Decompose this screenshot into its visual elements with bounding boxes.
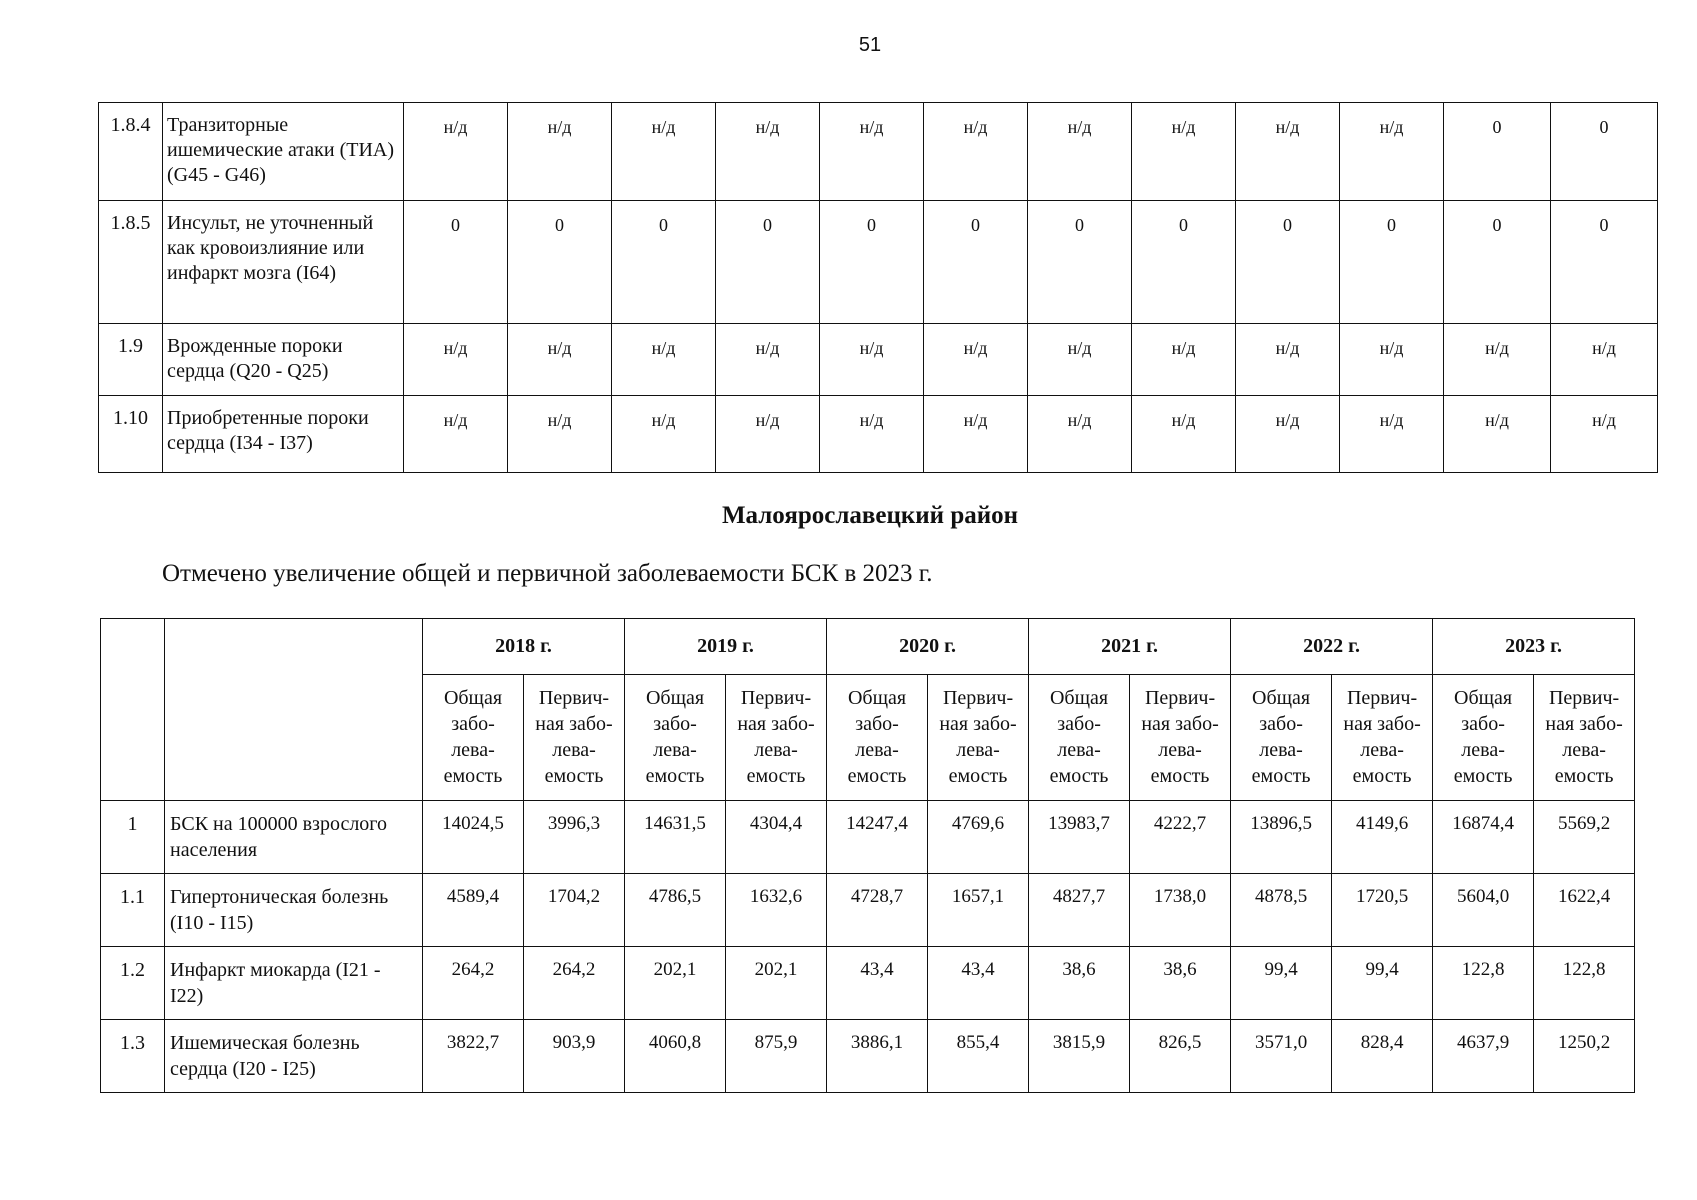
subheader-line: забо- (653, 713, 697, 735)
table-cell: 3886,1 (827, 1020, 928, 1093)
row-number: 1.9 (99, 324, 163, 396)
subheader-line: Общая (443, 687, 503, 709)
table-cell: 4728,7 (827, 874, 928, 947)
subheader-line: емость (1554, 765, 1614, 787)
subheader-line: ная забо- (1343, 713, 1421, 735)
row-name: Транзиторные ишемические атаки (ТИА) (G45 - G46) (163, 103, 404, 201)
table-cell: н/д (1444, 324, 1551, 396)
table-cell: н/д (716, 396, 820, 473)
subheader-line: ная забо- (535, 713, 613, 735)
subheader-line: емость (1150, 765, 1210, 787)
subheader-line: лева- (855, 739, 899, 761)
subheader-line: Общая (847, 687, 907, 709)
table-cell: 855,4 (928, 1020, 1029, 1093)
general-morbidity-header (1433, 675, 1534, 801)
table-cell: 13983,7 (1029, 801, 1130, 874)
table-row (99, 324, 1658, 396)
table-cell: н/д (716, 103, 820, 201)
table-cell: 4786,5 (625, 874, 726, 947)
table-cell: 3815,9 (1029, 1020, 1130, 1093)
table-cell: 4149,6 (1332, 801, 1433, 874)
intro-text: Отмечено увеличение общей и первичной заболеваемости БСК в 2023 г. (162, 560, 933, 587)
row-number: 1 (101, 801, 165, 874)
table-cell: 202,1 (726, 947, 827, 1020)
header-number-cell (101, 619, 165, 801)
table-cell: 0 (820, 201, 924, 324)
row-name: Врожденные пороки сердца (Q20 - Q25) (163, 324, 404, 396)
subheader-line: лева- (1259, 739, 1303, 761)
table-row (99, 201, 1658, 324)
table-cell: 38,6 (1130, 947, 1231, 1020)
subheader-line: лева- (1461, 739, 1505, 761)
subheader-line: забо- (1259, 713, 1303, 735)
table-cell: 0 (1444, 201, 1551, 324)
morbidity-table-header (101, 619, 1635, 801)
subheader-line: Первич- (1346, 687, 1418, 709)
table-cell: 4589,4 (423, 874, 524, 947)
table-row (101, 801, 1635, 874)
subheader-line: лева- (1158, 739, 1202, 761)
table-cell: 5604,0 (1433, 874, 1534, 947)
primary-morbidity-header (524, 675, 625, 801)
table-cell: 1250,2 (1534, 1020, 1635, 1093)
table-cell: 826,5 (1130, 1020, 1231, 1093)
subheader-line: емость (847, 765, 907, 787)
subheader-line: емость (443, 765, 503, 787)
table-cell: н/д (1340, 103, 1444, 201)
subheader-line: забо- (451, 713, 495, 735)
subheader-line: ная забо- (737, 713, 815, 735)
table-cell: н/д (1132, 396, 1236, 473)
subheader-line: Общая (1454, 687, 1513, 709)
table-row (99, 396, 1658, 473)
subheader-line: ная забо- (1141, 713, 1219, 735)
subheader-line: емость (1352, 765, 1412, 787)
table-cell: 0 (1444, 103, 1551, 201)
year-header: 2019 г. (625, 619, 827, 675)
table-cell: 1632,6 (726, 874, 827, 947)
table-cell: 202,1 (625, 947, 726, 1020)
table-cell: 0 (612, 201, 716, 324)
year-header: 2018 г. (423, 619, 625, 675)
table-cell: н/д (820, 103, 924, 201)
subheader-line: емость (1453, 765, 1513, 787)
page-number: 51 (858, 34, 882, 56)
table-cell: 38,6 (1029, 947, 1130, 1020)
year-header-row (101, 619, 1635, 675)
subheader-line: лева- (1057, 739, 1101, 761)
table-cell: 0 (1236, 201, 1340, 324)
table-row (101, 874, 1635, 947)
table-cell: н/д (1444, 396, 1551, 473)
table-cell: 0 (1132, 201, 1236, 324)
table-cell: 828,4 (1332, 1020, 1433, 1093)
table-cell: 14024,5 (423, 801, 524, 874)
row-name: Ишемическая болезнь сердца (I20 - I25) (165, 1020, 423, 1093)
table-cell: 122,8 (1534, 947, 1635, 1020)
row-number: 1.1 (101, 874, 165, 947)
table-cell: 99,4 (1332, 947, 1433, 1020)
table-cell: 0 (404, 201, 508, 324)
table-cell: 264,2 (524, 947, 625, 1020)
table-cell: 0 (1551, 103, 1658, 201)
table-cell: 14247,4 (827, 801, 928, 874)
table-cell: 4769,6 (928, 801, 1029, 874)
year-header: 2023 г. (1433, 619, 1635, 675)
subheader-line: Общая (1049, 687, 1109, 709)
row-name: Гипертоническая болезнь (I10 - I15) (165, 874, 423, 947)
table-cell: 1622,4 (1534, 874, 1635, 947)
table-cell: 5569,2 (1534, 801, 1635, 874)
table-cell: н/д (1236, 324, 1340, 396)
subheader-line: Первич- (942, 687, 1014, 709)
subheader-line: емость (645, 765, 705, 787)
row-name: Инсульт, не уточненный как кровоизлияние или инфаркт мозга (I64) (163, 201, 404, 324)
table-cell: 1657,1 (928, 874, 1029, 947)
table-cell: н/д (508, 396, 612, 473)
morbidity-table-body (101, 801, 1635, 1093)
table-cell: 16874,4 (1433, 801, 1534, 874)
table-cell: н/д (924, 103, 1028, 201)
table-cell: н/д (508, 324, 612, 396)
table-cell: 3822,7 (423, 1020, 524, 1093)
primary-morbidity-header (1332, 675, 1433, 801)
table-cell: 0 (716, 201, 820, 324)
subheader-line: лева- (956, 739, 1000, 761)
subheader-line: Первич- (740, 687, 812, 709)
table-cell: 13896,5 (1231, 801, 1332, 874)
table-cell: 0 (1340, 201, 1444, 324)
row-number: 1.2 (101, 947, 165, 1020)
table-cell: н/д (508, 103, 612, 201)
table-cell: 903,9 (524, 1020, 625, 1093)
table-cell: н/д (1028, 103, 1132, 201)
table-row (101, 947, 1635, 1020)
general-morbidity-header (1029, 675, 1130, 801)
row-number: 1.8.5 (99, 201, 163, 324)
subheader-line: Первич- (538, 687, 610, 709)
table-cell: н/д (1551, 324, 1658, 396)
subheader-line: лева- (653, 739, 697, 761)
subheader-line: Первич- (1548, 687, 1620, 709)
table-cell: н/д (716, 324, 820, 396)
general-morbidity-header (1231, 675, 1332, 801)
section-title: Малоярославецкий район (721, 502, 1019, 529)
table-cell: 4304,4 (726, 801, 827, 874)
table-cell: 1738,0 (1130, 874, 1231, 947)
year-header: 2022 г. (1231, 619, 1433, 675)
table-cell: н/д (1340, 324, 1444, 396)
subheader-line: лева- (1360, 739, 1404, 761)
table-cell: 1720,5 (1332, 874, 1433, 947)
subheader-line: ная забо- (939, 713, 1017, 735)
year-header: 2020 г. (827, 619, 1029, 675)
subheader-line: забо- (1057, 713, 1101, 735)
table-cell: н/д (1028, 396, 1132, 473)
subheader-line: лева- (451, 739, 495, 761)
continued-table (98, 102, 1658, 473)
primary-morbidity-header (928, 675, 1029, 801)
table-cell: н/д (404, 396, 508, 473)
subheader-line: Общая (645, 687, 705, 709)
table-cell: 43,4 (928, 947, 1029, 1020)
table-cell: н/д (1132, 103, 1236, 201)
row-name: БСК на 100000 взрослого населения (165, 801, 423, 874)
row-number: 1.8.4 (99, 103, 163, 201)
table-cell: 0 (508, 201, 612, 324)
row-name: Приобретенные пороки сердца (I34 - I37) (163, 396, 404, 473)
table-cell: н/д (1028, 324, 1132, 396)
table-row (99, 103, 1658, 201)
table-cell: н/д (820, 396, 924, 473)
table-cell: 0 (1028, 201, 1132, 324)
table-cell: 43,4 (827, 947, 928, 1020)
subheader-line: емость (948, 765, 1008, 787)
table-cell: 122,8 (1433, 947, 1534, 1020)
table-cell: н/д (404, 103, 508, 201)
table-cell: н/д (404, 324, 508, 396)
subheader-line: емость (544, 765, 604, 787)
table-cell: 0 (924, 201, 1028, 324)
table-cell: 4637,9 (1433, 1020, 1534, 1093)
general-morbidity-header (827, 675, 928, 801)
subheader-line: Общая (1252, 687, 1311, 709)
table-cell: 3571,0 (1231, 1020, 1332, 1093)
subheader-line: Первич- (1144, 687, 1216, 709)
general-morbidity-header (625, 675, 726, 801)
general-morbidity-header (423, 675, 524, 801)
table-cell: 99,4 (1231, 947, 1332, 1020)
table-cell: н/д (924, 396, 1028, 473)
table-cell: н/д (1236, 396, 1340, 473)
table-cell: н/д (820, 324, 924, 396)
table-cell: н/д (612, 324, 716, 396)
row-number: 1.10 (99, 396, 163, 473)
table-cell: н/д (1340, 396, 1444, 473)
table-cell: н/д (1236, 103, 1340, 201)
primary-morbidity-header (726, 675, 827, 801)
table-cell: 264,2 (423, 947, 524, 1020)
continued-table-body (99, 103, 1658, 473)
subheader-line: лева- (754, 739, 798, 761)
header-name-cell (165, 619, 423, 801)
table-cell: 14631,5 (625, 801, 726, 874)
subheader-line: ная забо- (1545, 713, 1623, 735)
row-name: Инфаркт миокарда (I21 - I22) (165, 947, 423, 1020)
primary-morbidity-header (1534, 675, 1635, 801)
morbidity-table (100, 618, 1635, 1093)
subheader-line: забо- (1461, 713, 1505, 735)
table-cell: 4827,7 (1029, 874, 1130, 947)
subheader-line: лева- (1562, 739, 1606, 761)
table-row (101, 1020, 1635, 1093)
table-cell: 3996,3 (524, 801, 625, 874)
table-cell: 0 (1551, 201, 1658, 324)
year-header: 2021 г. (1029, 619, 1231, 675)
table-cell: 875,9 (726, 1020, 827, 1093)
table-cell: н/д (1132, 324, 1236, 396)
subheader-line: лева- (552, 739, 596, 761)
table-cell: 4060,8 (625, 1020, 726, 1093)
table-cell: н/д (612, 396, 716, 473)
table-cell: н/д (1551, 396, 1658, 473)
subheader-line: забо- (855, 713, 899, 735)
subheader-line: емость (746, 765, 806, 787)
subheader-line: емость (1049, 765, 1109, 787)
table-cell: 1704,2 (524, 874, 625, 947)
primary-morbidity-header (1130, 675, 1231, 801)
table-cell: н/д (612, 103, 716, 201)
table-cell: 4222,7 (1130, 801, 1231, 874)
table-cell: н/д (924, 324, 1028, 396)
table-cell: 4878,5 (1231, 874, 1332, 947)
subheader-line: емость (1251, 765, 1311, 787)
row-number: 1.3 (101, 1020, 165, 1093)
